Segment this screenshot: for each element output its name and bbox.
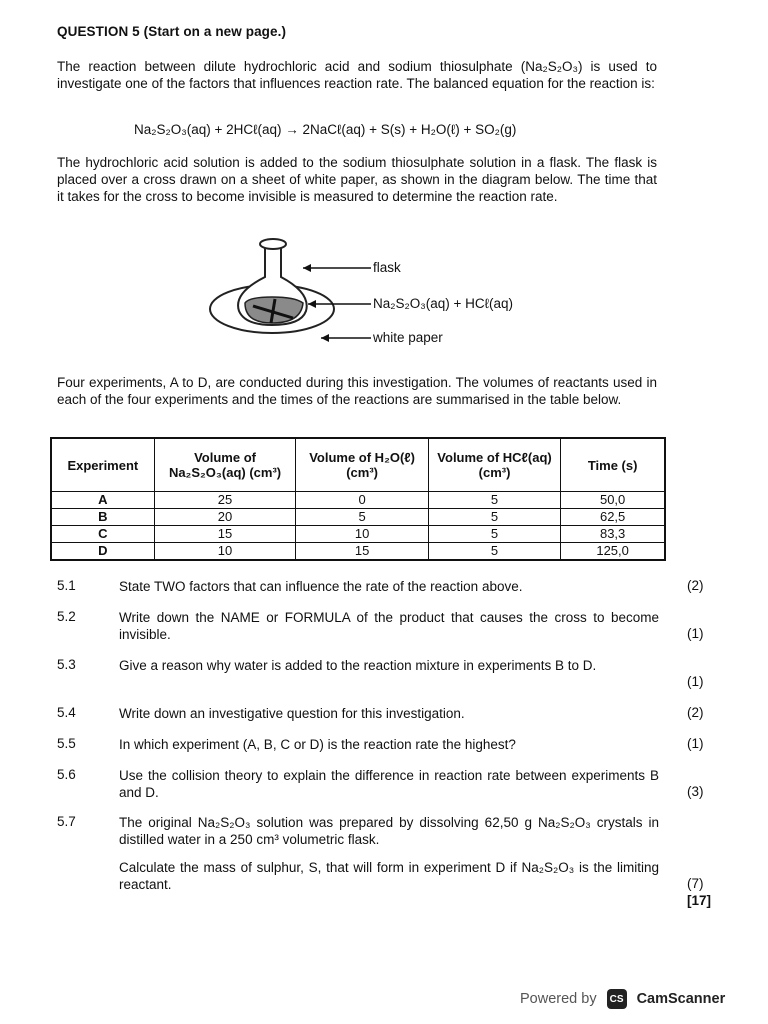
question-text: Use the collision theory to explain the difference in reaction rate between experiments B and D. <box>119 768 659 800</box>
cell-water: 5 <box>296 509 428 526</box>
intro-paragraph: The reaction between dilute hydrochloric acid and sodium thiosulphate (Na₂S₂O₃) is used to investigate one of the factors that influences reaction rate. The balanced equation for the reaction is: <box>57 59 657 91</box>
header-water-volume: Volume of H₂O(ℓ) (cm³) <box>296 438 428 492</box>
cell-experiment: D <box>51 543 154 561</box>
table-row <box>51 509 665 526</box>
white-paper-label: white paper <box>373 330 443 345</box>
cell-thiosulphate: 25 <box>154 492 296 509</box>
cell-time: 50,0 <box>561 492 665 509</box>
cell-experiment: B <box>51 509 154 526</box>
question-text: Write down the NAME or FORMULA of the product that causes the cross to become invisible. <box>119 610 659 642</box>
question-marks: (1) <box>687 674 704 689</box>
question-text: Write down an investigative question for this investigation. <box>119 706 465 721</box>
results-table <box>50 437 666 561</box>
question-marks: (2) <box>687 578 704 593</box>
cell-water: 10 <box>296 526 428 543</box>
powered-by-text: Powered by <box>520 991 597 1007</box>
camscanner-brand: CamScanner <box>636 991 726 1007</box>
cell-acid: 5 <box>428 509 560 526</box>
cell-experiment: C <box>51 526 154 543</box>
question-marks: (3) <box>687 784 704 799</box>
camscanner-watermark <box>520 985 758 1013</box>
question-number: 5.5 <box>57 736 76 751</box>
header-acid-volume: Volume of HCℓ(aq) (cm³) <box>428 438 560 492</box>
question-number: 5.6 <box>57 767 76 782</box>
cell-acid: 5 <box>428 526 560 543</box>
flask-diagram <box>205 227 565 375</box>
cell-time: 62,5 <box>561 509 665 526</box>
question-marks: (1) <box>687 626 704 641</box>
experiments-paragraph: Four experiments, A to D, are conducted during this investigation. The volumes of reactants used in each of the four experiments and the times of the reactions are summarised in the table below. <box>57 375 657 407</box>
question-number: 5.3 <box>57 657 76 672</box>
question-number: 5.1 <box>57 578 76 593</box>
question-heading: QUESTION 5 (Start on a new page.) <box>57 24 287 39</box>
cell-acid: 5 <box>428 543 560 561</box>
procedure-paragraph: The hydrochloric acid solution is added to the sodium thiosulphate solution in a flask. The flask is placed over a cross drawn on a sheet of white paper, as shown in the diagram below. The time that it takes for the cross to become invisible is measured to determine the reaction rate. <box>57 155 657 204</box>
cell-time: 125,0 <box>561 543 665 561</box>
cell-thiosulphate: 15 <box>154 526 296 543</box>
camscanner-logo-icon: CS <box>607 989 627 1009</box>
question-text: Give a reason why water is added to the reaction mixture in experiments B to D. <box>119 658 597 673</box>
cell-thiosulphate: 20 <box>154 509 296 526</box>
header-thiosulphate-volume: Volume of Na₂S₂O₃(aq) (cm³) <box>154 438 296 492</box>
cell-acid: 5 <box>428 492 560 509</box>
balanced-equation: Na₂S₂O₃(aq) + 2HCℓ(aq) → 2NaCℓ(aq) + S(s) + H₂O(ℓ) + SO₂(g) <box>134 122 517 137</box>
flask-label: flask <box>373 260 401 275</box>
table-row <box>51 492 665 509</box>
question-text: The original Na₂S₂O₃ solution was prepared by dissolving 62,50 g Na₂S₂O₃ crystals in distilled water in a 250 cm³ volumetric flask. <box>119 815 659 847</box>
question-number: 5.7 <box>57 814 76 829</box>
question-marks: (2) <box>687 705 704 720</box>
header-experiment: Experiment <box>51 438 154 492</box>
question-text: State TWO factors that can influence the rate of the reaction above. <box>119 579 523 594</box>
cell-time: 83,3 <box>561 526 665 543</box>
header-time: Time (s) <box>561 438 665 492</box>
table-row <box>51 526 665 543</box>
table-row <box>51 543 665 561</box>
table-header-row <box>51 438 665 492</box>
question-text-calculation: Calculate the mass of sulphur, S, that will form in experiment D if Na₂S₂O₃ is the limiting reactant. <box>119 860 659 892</box>
solution-label: Na₂S₂O₃(aq) + HCℓ(aq) <box>373 296 514 311</box>
cell-water: 15 <box>296 543 428 561</box>
question-number: 5.2 <box>57 609 76 624</box>
question-marks: (1) <box>687 736 704 751</box>
cell-water: 0 <box>296 492 428 509</box>
cell-experiment: A <box>51 492 154 509</box>
question-marks: (7) <box>687 876 704 891</box>
total-marks: [17] <box>687 893 712 908</box>
cell-thiosulphate: 10 <box>154 543 296 561</box>
question-number: 5.4 <box>57 705 76 720</box>
question-text: In which experiment (A, B, C or D) is the reaction rate the highest? <box>119 737 516 752</box>
